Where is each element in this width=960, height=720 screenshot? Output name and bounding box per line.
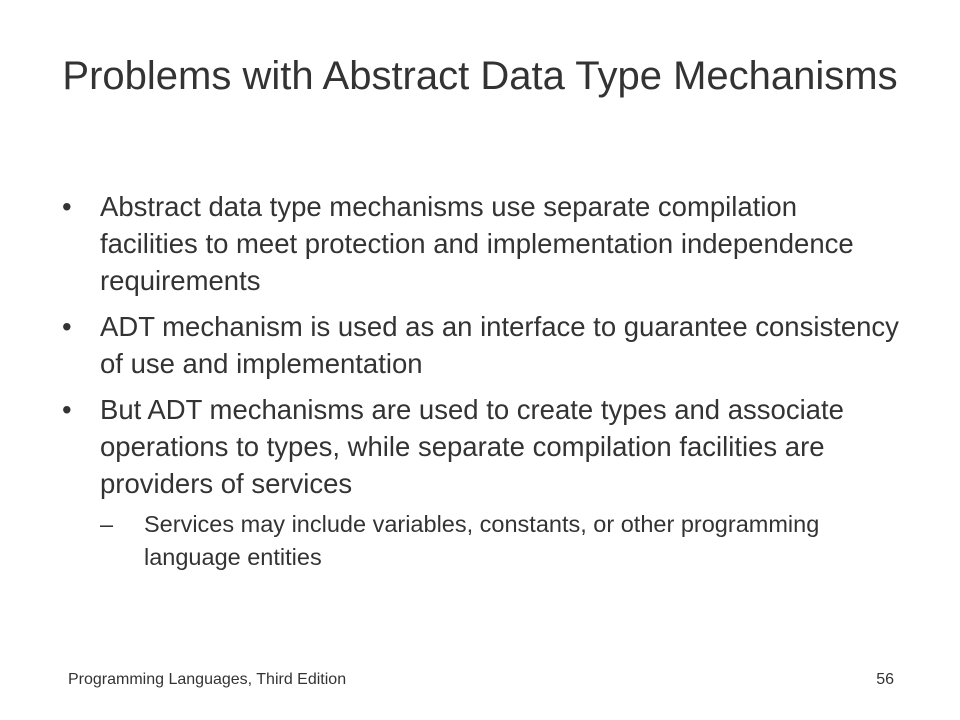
sub-bullet-item	[100, 508, 902, 574]
sub-bullet-text: Services may include variables, constants, or other programming language entities	[144, 511, 820, 570]
bullet-text: But ADT mechanisms are used to create types and associate operations to types, while separate compilation facilities are providers of services	[100, 394, 844, 499]
bullet-item	[62, 391, 902, 502]
footer-book-title: Programming Languages, Third Edition	[68, 671, 347, 688]
bullet-dot: •	[62, 191, 72, 222]
sub-bullet-dash: –	[100, 511, 114, 537]
slide-body	[62, 188, 902, 574]
bullet-dot: •	[62, 311, 72, 342]
bullet-item	[62, 188, 902, 299]
slide-title: Problems with Abstract Data Type Mechanisms	[62, 54, 898, 98]
bullet-text: ADT mechanism is used as an interface to guarantee consistency of use and implementation	[100, 311, 899, 379]
bullet-dot: •	[62, 394, 72, 425]
footer-page-number: 56	[876, 671, 894, 688]
bullet-item	[62, 308, 902, 382]
bullet-text: Abstract data type mechanisms use separate compilation facilities to meet protection and implementation independence requirements	[100, 191, 854, 296]
